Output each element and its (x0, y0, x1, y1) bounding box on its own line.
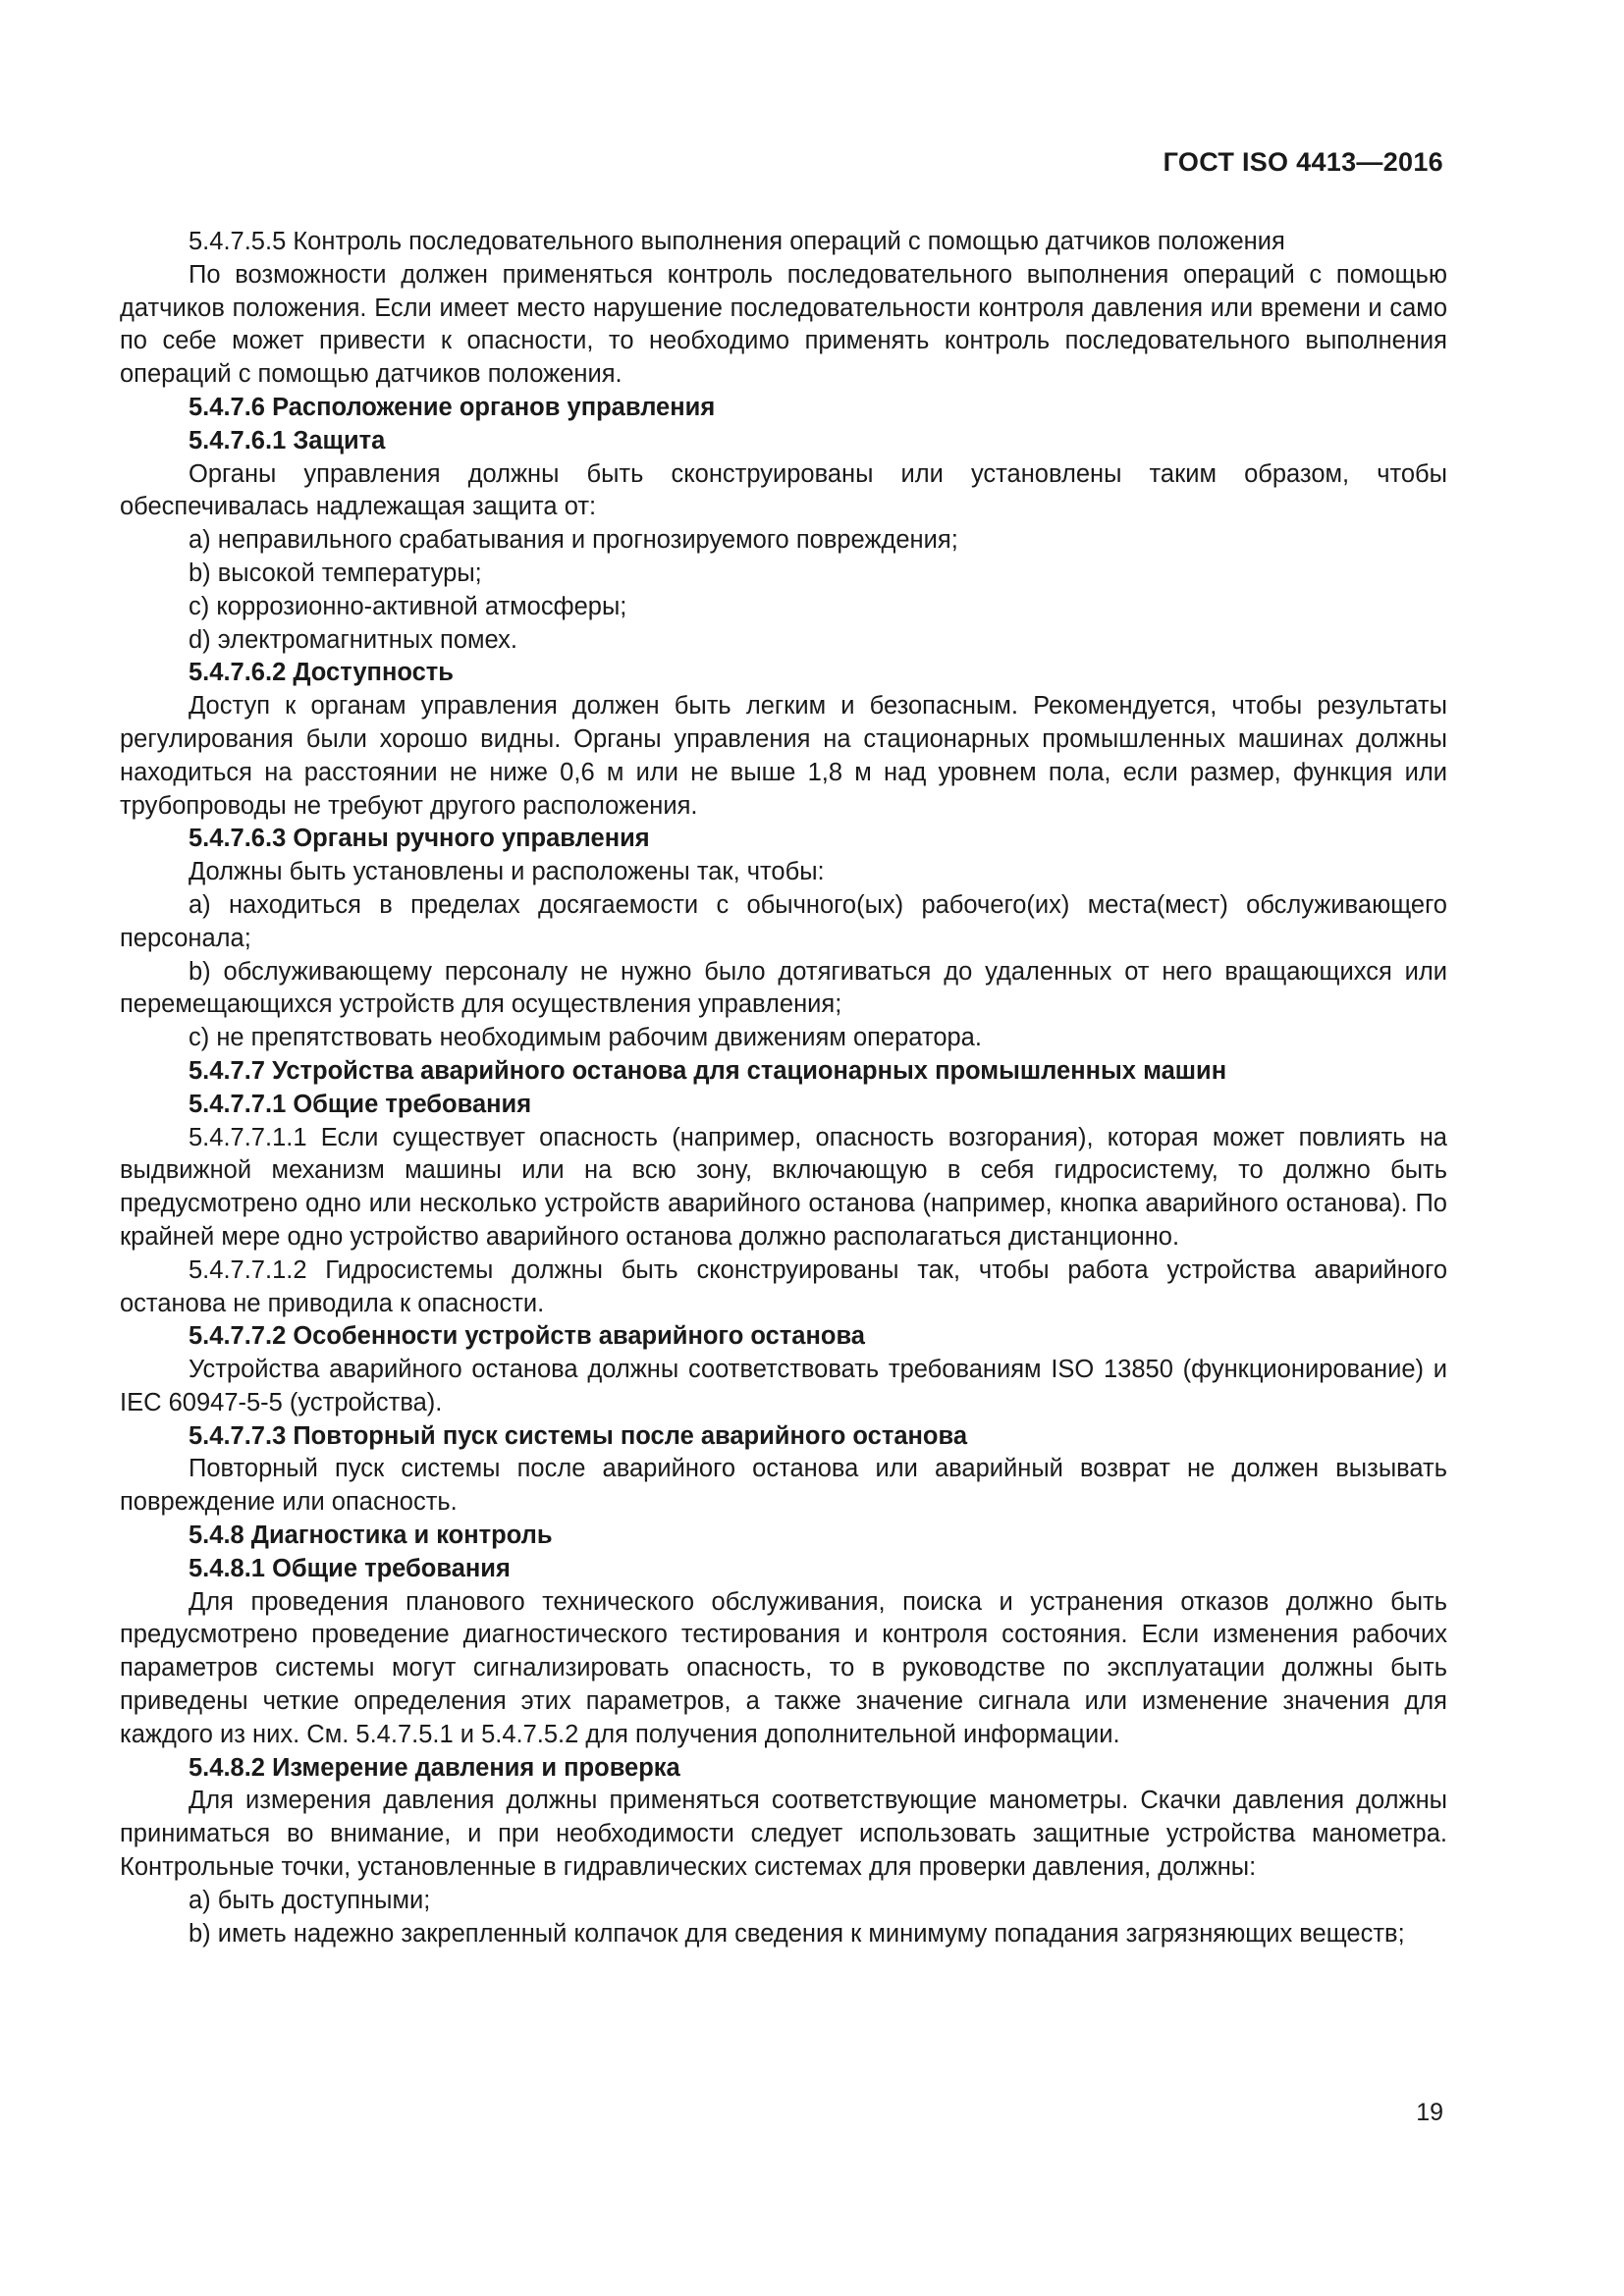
paragraph: Органы управления должны быть сконструированы или установлены таким образом, чтобы обеспечивалась надлежащая защита от: (120, 459, 1447, 521)
paragraph: Устройства аварийного останова должны соответствовать требованиям ISO 13850 (функционирование) и IEC 60947-5-5 (устройства). (120, 1356, 1447, 1416)
paragraph: По возможности должен применяться контроль последовательного выполнения операций с помощью датчиков положения. Если имеет место нарушение последовательности контроля давления или времени и само по себе может привести к опасности, то необходимо применять контроль последовательного выполнения операций с помощью датчиков положения. (120, 260, 1447, 389)
paragraph: b) высокой температуры; (189, 559, 482, 587)
paragraph: Для проведения планового технического обслуживания, поиска и устранения отказов должно быть предусмотрено проведение диагностического тестирования и контроля состояния. Если изменения рабочих параметров системы могут сигнализировать опасность, то в руководстве по эксплуатации должны быть приведены четкие определения этих параметров, а также значение сигнала или изменение значения для каждого из них. См. 5.4.7.5.1 и 5.4.7.5.2 для получения дополнительной информации. (120, 1587, 1447, 1748)
section-heading: 5.4.7.7.2 Особенности устройств аварийного останова (189, 1322, 865, 1351)
page-number: 19 (1416, 2099, 1443, 2126)
section-heading: 5.4.7.6.3 Органы ручного управления (189, 825, 650, 853)
paragraph: Для измерения давления должны применяться соответствующие манометры. Скачки давления должны приниматься во внимание, и при необходимости следует использовать защитные устройства манометра. Контрольные точки, установленные в гидравлических системах для проверки давления, должны: (120, 1787, 1447, 1882)
paragraph: c) не препятствовать необходимым рабочим движениям оператора. (189, 1024, 982, 1052)
section-heading: 5.4.7.6 Расположение органов управления (189, 393, 716, 421)
paragraph: a) быть доступными; (189, 1886, 431, 1914)
section-heading: 5.4.7.6.1 Защита (189, 426, 386, 454)
section-heading: 5.4.7.7 Устройства аварийного останова для стационарных промышленных машин (189, 1056, 1227, 1085)
paragraph: Повторный пуск системы после аварийного останова или аварийный возврат не должен вызывать повреждение или опасность. (120, 1455, 1447, 1517)
section-heading: 5.4.7.6.2 Доступность (189, 659, 454, 687)
section-heading: 5.4.7.7.1 Общие требования (189, 1090, 532, 1118)
standard-code-header: ГОСТ ISO 4413—2016 (1163, 147, 1443, 177)
section-heading: 5.4.8.2 Измерение давления и проверка (189, 1753, 680, 1782)
paragraph: b) обслуживающему персоналу не нужно было дотягиваться до удаленных от него вращающихся или перемещающихся устройств для осуществления управления; (120, 957, 1447, 1019)
paragraph: c) коррозионно-активной атмосферы; (189, 592, 627, 620)
section-heading: 5.4.8.1 Общие требования (189, 1554, 511, 1582)
paragraph: a) находиться в пределах досягаемости с обычного(ых) рабочего(их) места(мест) обслуживающего персонала; (120, 890, 1447, 952)
paragraph: Доступ к органам управления должен быть легким и безопасным. Рекомендуется, чтобы результаты регулирования были хорошо видны. Органы управления на стационарных промышленных машинах должны находиться на расстоянии не ниже 0,6 м или не выше 1,8 м над уровнем пола, если размер, функция или трубопроводы не требуют другого расположения. (120, 692, 1447, 820)
section-heading: 5.4.7.7.3 Повторный пуск системы после аварийного останова (189, 1421, 968, 1450)
paragraph: b) иметь надежно закрепленный колпачок для сведения к минимуму попадания загрязняющих веществ; (189, 1919, 1405, 1948)
paragraph: d) электромагнитных помех. (189, 625, 517, 654)
paragraph: a) неправильного срабатывания и прогнозируемого повреждения; (189, 526, 958, 555)
document-body (120, 226, 1447, 1950)
paragraph: 5.4.7.7.1.2 Гидросистемы должны быть сконструированы так, чтобы работа устройства аварийного останова не приводила к опасности. (120, 1255, 1447, 1317)
paragraph: Должны быть установлены и расположены так, чтобы: (189, 858, 825, 886)
paragraph: 5.4.7.5.5 Контроль последовательного выполнения операций с помощью датчиков положения (189, 228, 1285, 255)
section-heading: 5.4.8 Диагностика и контроль (189, 1522, 553, 1550)
paragraph: 5.4.7.7.1.1 Если существует опасность (например, опасность возгорания), которая может повлиять на выдвижной механизм машины или на всю зону, включающую в себя гидросистему, то должно быть предусмотрено одно или несколько устройств аварийного останова (например, кнопка аварийного останова). По крайней мере одно устройство аварийного останова должно располагаться дистанционно. (120, 1123, 1447, 1251)
